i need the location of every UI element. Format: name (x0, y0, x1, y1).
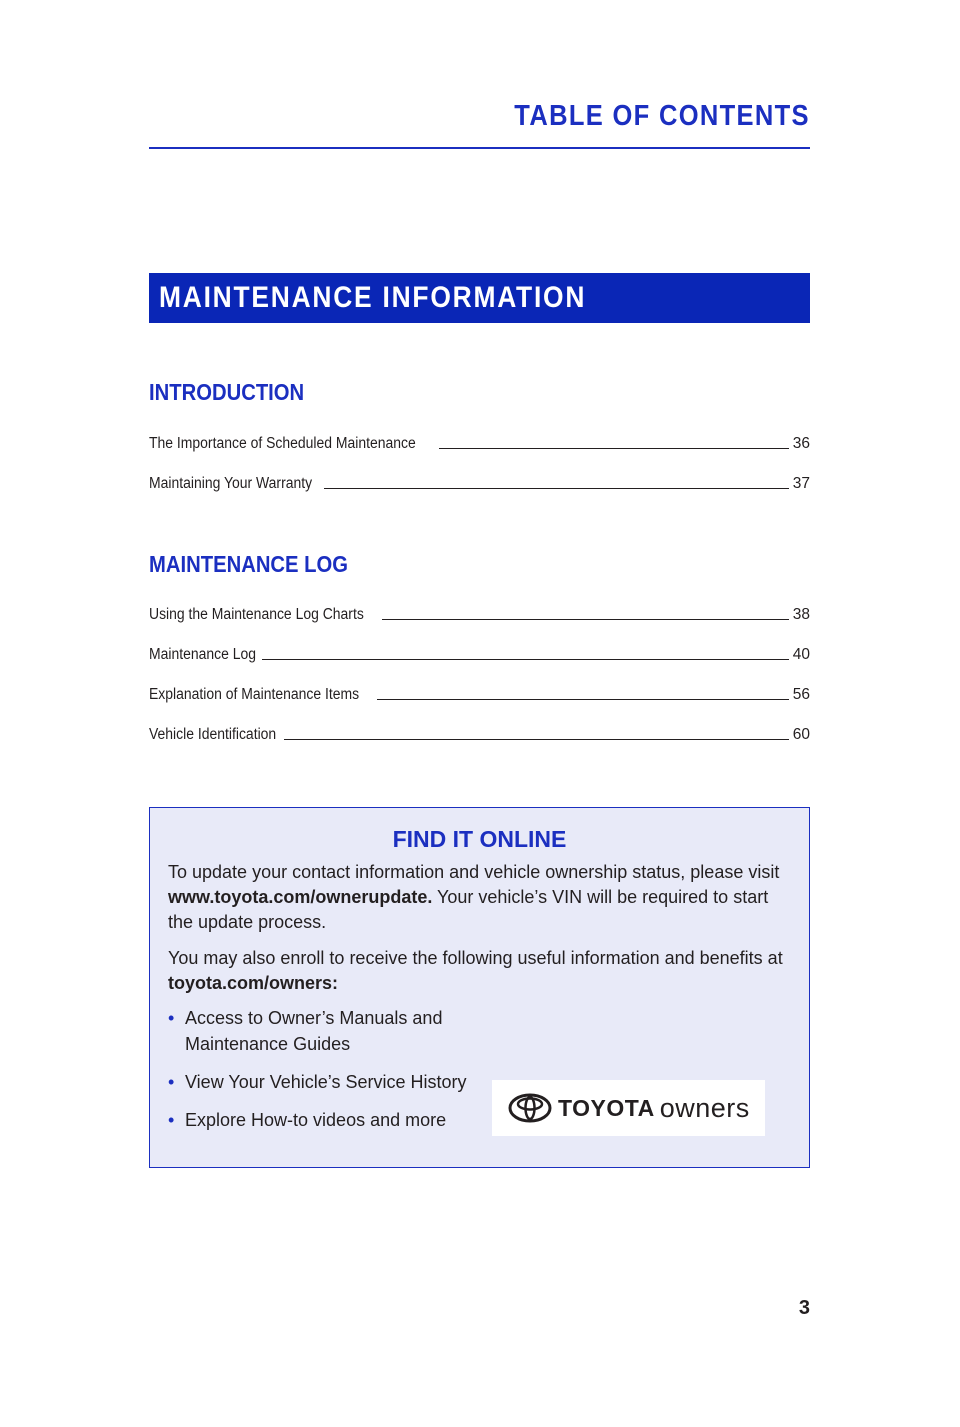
list-item-text: Access to Owner’s Manuals and Maintenance Guides (185, 1008, 443, 1054)
logo-brand-text: TOYOTA (558, 1094, 655, 1121)
toc-entry[interactable] (149, 704, 810, 744)
dot-leader (324, 488, 789, 489)
bullet-icon: • (168, 1072, 175, 1092)
toyota-emblem-icon (508, 1093, 552, 1123)
page-number: 3 (798, 1297, 810, 1319)
title-divider (149, 147, 810, 149)
toc-entry[interactable] (149, 664, 810, 704)
toc-entry-page: 37 (792, 475, 810, 492)
dot-leader (377, 699, 789, 700)
toc-entry[interactable] (149, 579, 810, 624)
toc-section-maintenance-log (149, 549, 810, 744)
owners-site-link[interactable]: toyota.com/owners: (168, 973, 339, 993)
toc-entry-label: Maintenance Log (149, 646, 257, 663)
section-heading: MAINTENANCE LOG (149, 551, 349, 577)
toc-section-introduction (149, 377, 810, 493)
toc-entry[interactable] (149, 407, 810, 453)
list-item (168, 1069, 498, 1095)
bullet-icon: • (168, 1008, 175, 1028)
toc-entry-page: 56 (792, 686, 810, 703)
toc-entry-label: Maintaining Your Warranty (149, 475, 313, 492)
logo-owners-text: owners (659, 1092, 750, 1123)
toc-entry-label: Using the Maintenance Log Charts (149, 606, 364, 623)
benefits-list (168, 1005, 498, 1145)
banner-title: MAINTENANCE INFORMATION (159, 281, 587, 314)
section-heading: INTRODUCTION (149, 379, 305, 405)
list-item (168, 1005, 498, 1057)
toc-entry-label: Explanation of Maintenance Items (149, 686, 360, 703)
toc-entry-page: 36 (792, 435, 810, 452)
bullet-icon: • (168, 1110, 175, 1130)
toc-entry-label: The Importance of Scheduled Maintenance (149, 435, 416, 452)
toc-entry-page: 40 (792, 646, 810, 663)
owner-update-link[interactable]: www.toyota.com/ownerupdate. (168, 887, 433, 907)
dot-leader (262, 659, 789, 660)
list-item (168, 1107, 498, 1133)
find-it-online-box (149, 807, 810, 1168)
list-item-text: Explore How-to videos and more (185, 1110, 447, 1130)
toc-entry-page: 38 (792, 606, 810, 623)
toyota-owners-logo (492, 1080, 765, 1136)
update-info-tail: Your vehicle’s VIN will be required to start the update process. (168, 887, 769, 932)
enroll-paragraph (168, 946, 788, 996)
update-info-paragraph (168, 860, 788, 935)
toc-entry-page: 60 (792, 726, 810, 743)
dot-leader (284, 739, 788, 740)
toc-entry[interactable] (149, 624, 810, 664)
dot-leader (382, 619, 789, 620)
list-item-text: View Your Vehicle’s Service History (185, 1072, 467, 1092)
section-banner (149, 273, 810, 323)
dot-leader (439, 448, 788, 449)
toc-entry[interactable] (149, 453, 810, 493)
update-info-lead: To update your contact information and vehicle ownership status, please visit (168, 862, 780, 882)
page-title: TABLE OF CONTENTS (514, 100, 810, 132)
toc-entry-label: Vehicle Identification (149, 726, 277, 743)
enroll-lead: You may also enroll to receive the following useful information and benefits at (168, 948, 783, 968)
find-it-online-heading: FIND IT ONLINE (392, 826, 567, 852)
